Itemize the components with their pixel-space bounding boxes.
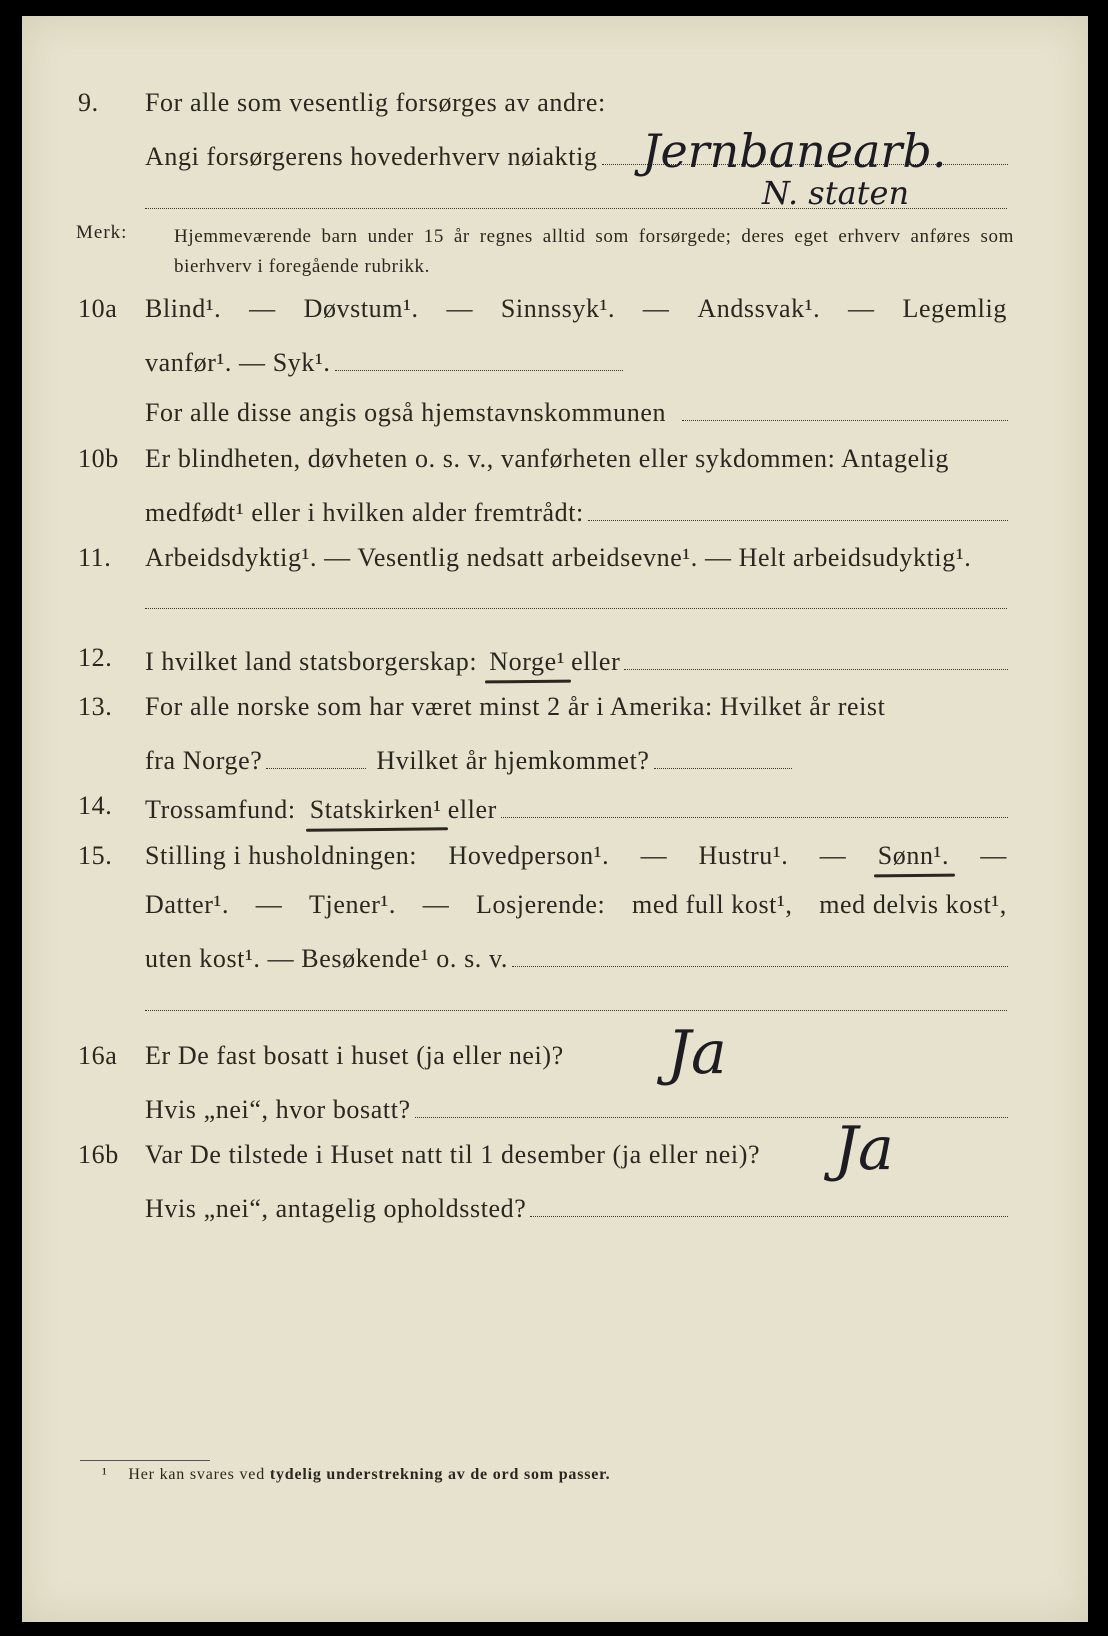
q15-dash: —: [819, 841, 847, 870]
q14-answer-field[interactable]: [501, 791, 1008, 818]
q10b-question: Er blindheten, døvheten o. s. v., vanførheten eller sykdommen: Antagelig: [145, 444, 949, 473]
q14-option-eller: eller: [447, 795, 497, 824]
q10a-dash: —: [848, 294, 875, 323]
q11-number: 11.: [78, 543, 112, 572]
q12-option-norge[interactable]: Norge¹: [489, 647, 566, 676]
q10b-question-2: medfødt¹ eller i hvilken alder fremtrådt:: [145, 498, 584, 527]
q13-number: 13.: [78, 692, 113, 721]
q15-dash: —: [255, 890, 283, 919]
footnote-rule: [80, 1460, 210, 1461]
q16b-number: 16b: [78, 1140, 119, 1169]
q10a-question-2: vanfør¹. — Syk¹.: [145, 348, 331, 377]
q10a-number: 10a: [78, 294, 118, 323]
q15-option[interactable]: Losjerende:: [475, 890, 606, 919]
q15-option[interactable]: Datter¹.: [145, 890, 230, 919]
q10a-answer-field[interactable]: [335, 344, 623, 371]
q9-handwritten-answer: Jernbanearb.: [642, 124, 947, 178]
merk-label: Merk:: [76, 222, 128, 243]
q16a-question: Er De fast bosatt i huset (ja eller nei)?: [145, 1041, 564, 1070]
q16a-question-2: Hvis „nei“, hvor bosatt?: [145, 1095, 411, 1124]
q9-number: 9.: [78, 88, 99, 117]
q15-option[interactable]: Hustru¹.: [698, 841, 789, 870]
q15-number: 15.: [78, 841, 113, 870]
q13-reist-field[interactable]: [266, 742, 366, 769]
q13-reist-label: fra Norge?: [145, 746, 263, 775]
q13-hjemkommet-label: Hvilket år hjemkommet?: [376, 746, 650, 775]
q16a-number: 16a: [78, 1041, 118, 1070]
q16a-where-field[interactable]: [415, 1091, 1008, 1118]
q15-answer-field[interactable]: [512, 940, 1008, 967]
q9-question-2: Angi forsørgerens hovederhverv nøiaktig: [145, 142, 598, 171]
q15-option[interactable]: med full kost¹,: [632, 890, 793, 919]
q15-options-2: [145, 890, 1007, 920]
q10a-dash: —: [642, 294, 670, 323]
q9-handwritten-answer-2: N. staten: [762, 174, 910, 212]
q15-answer-field-2[interactable]: [145, 1010, 1007, 1011]
q10b-number: 10b: [78, 444, 119, 473]
q10a-question-3: For alle disse angis også hjemstavnskommunen: [145, 398, 667, 427]
q12-number: 12.: [78, 643, 113, 672]
footnote-mark: ¹: [102, 1466, 108, 1483]
q15-option[interactable]: Hovedperson¹.: [448, 841, 610, 870]
q16b-question: Var De tilstede i Huset natt til 1 desember (ja eller nei)?: [145, 1140, 761, 1169]
q15-dash: —: [640, 841, 668, 870]
q10a-option[interactable]: Andssvak¹.: [697, 294, 821, 323]
q16b-where-field[interactable]: [530, 1190, 1008, 1217]
footnote-text-bold: tydelig understrekning av de ord som passer.: [269, 1466, 611, 1483]
footnote-text: Her kan svares ved: [128, 1466, 265, 1483]
q15-question-3: uten kost¹. — Besøkende¹ o. s. v.: [145, 944, 509, 973]
q16b-handwritten-answer: Ja: [834, 1114, 894, 1184]
q15-dash: —: [980, 841, 1007, 870]
census-form-page: [22, 16, 1088, 1622]
q12-question: I hvilket land statsborgerskap:: [145, 647, 478, 676]
q14-number: 14.: [78, 791, 113, 820]
q14-option-statskirken[interactable]: Statskirken¹: [309, 795, 442, 824]
q15-option[interactable]: Stilling i husholdningen:: [145, 841, 418, 870]
q11-question: Arbeidsdyktig¹. — Vesentlig nedsatt arbeidsevne¹. — Helt arbeidsudyktig¹.: [145, 543, 972, 572]
merk-text: Hjemmeværende barn under 15 år regnes alltid som forsørgede; deres eget erhverv anføres som bierhverv i foregående rubrikk.: [174, 226, 1014, 277]
q14-question: Trossamfund:: [145, 795, 296, 824]
q16a-handwritten-answer: Ja: [667, 1018, 727, 1088]
q10a-option[interactable]: Blind¹.: [145, 294, 222, 323]
q10a-option[interactable]: Sinnssyk¹.: [500, 294, 616, 323]
q15-option[interactable]: Tjener¹.: [309, 890, 396, 919]
q16b-question-2: Hvis „nei“, antagelig opholdssted?: [145, 1194, 527, 1223]
q10a-option[interactable]: Døvstum¹.: [303, 294, 419, 323]
footnote: [102, 1466, 610, 1484]
q13-hjemkommet-field[interactable]: [654, 742, 792, 769]
q10a-municipality-field[interactable]: [682, 394, 1008, 421]
q13-question: For alle norske som har været minst 2 år i Amerika: Hvilket år reist: [145, 692, 886, 721]
q11-answer-field[interactable]: [145, 608, 1007, 609]
q12-option-eller: eller: [571, 647, 621, 676]
q10a-dash: —: [446, 294, 474, 323]
q10b-answer-field[interactable]: [588, 494, 1008, 521]
q15-option[interactable]: med delvis kost¹,: [819, 890, 1007, 919]
q10a-options: [145, 294, 1007, 324]
q10a-dash: —: [249, 294, 276, 323]
q10a-option[interactable]: Legemlig: [902, 294, 1007, 323]
q15-option[interactable]: Sønn¹.: [877, 841, 950, 870]
q15-dash: —: [422, 890, 450, 919]
q15-options-1: [145, 841, 1007, 871]
q9-question: For alle som vesentlig forsørges av andre:: [145, 88, 606, 117]
q12-answer-field[interactable]: [624, 643, 1008, 670]
